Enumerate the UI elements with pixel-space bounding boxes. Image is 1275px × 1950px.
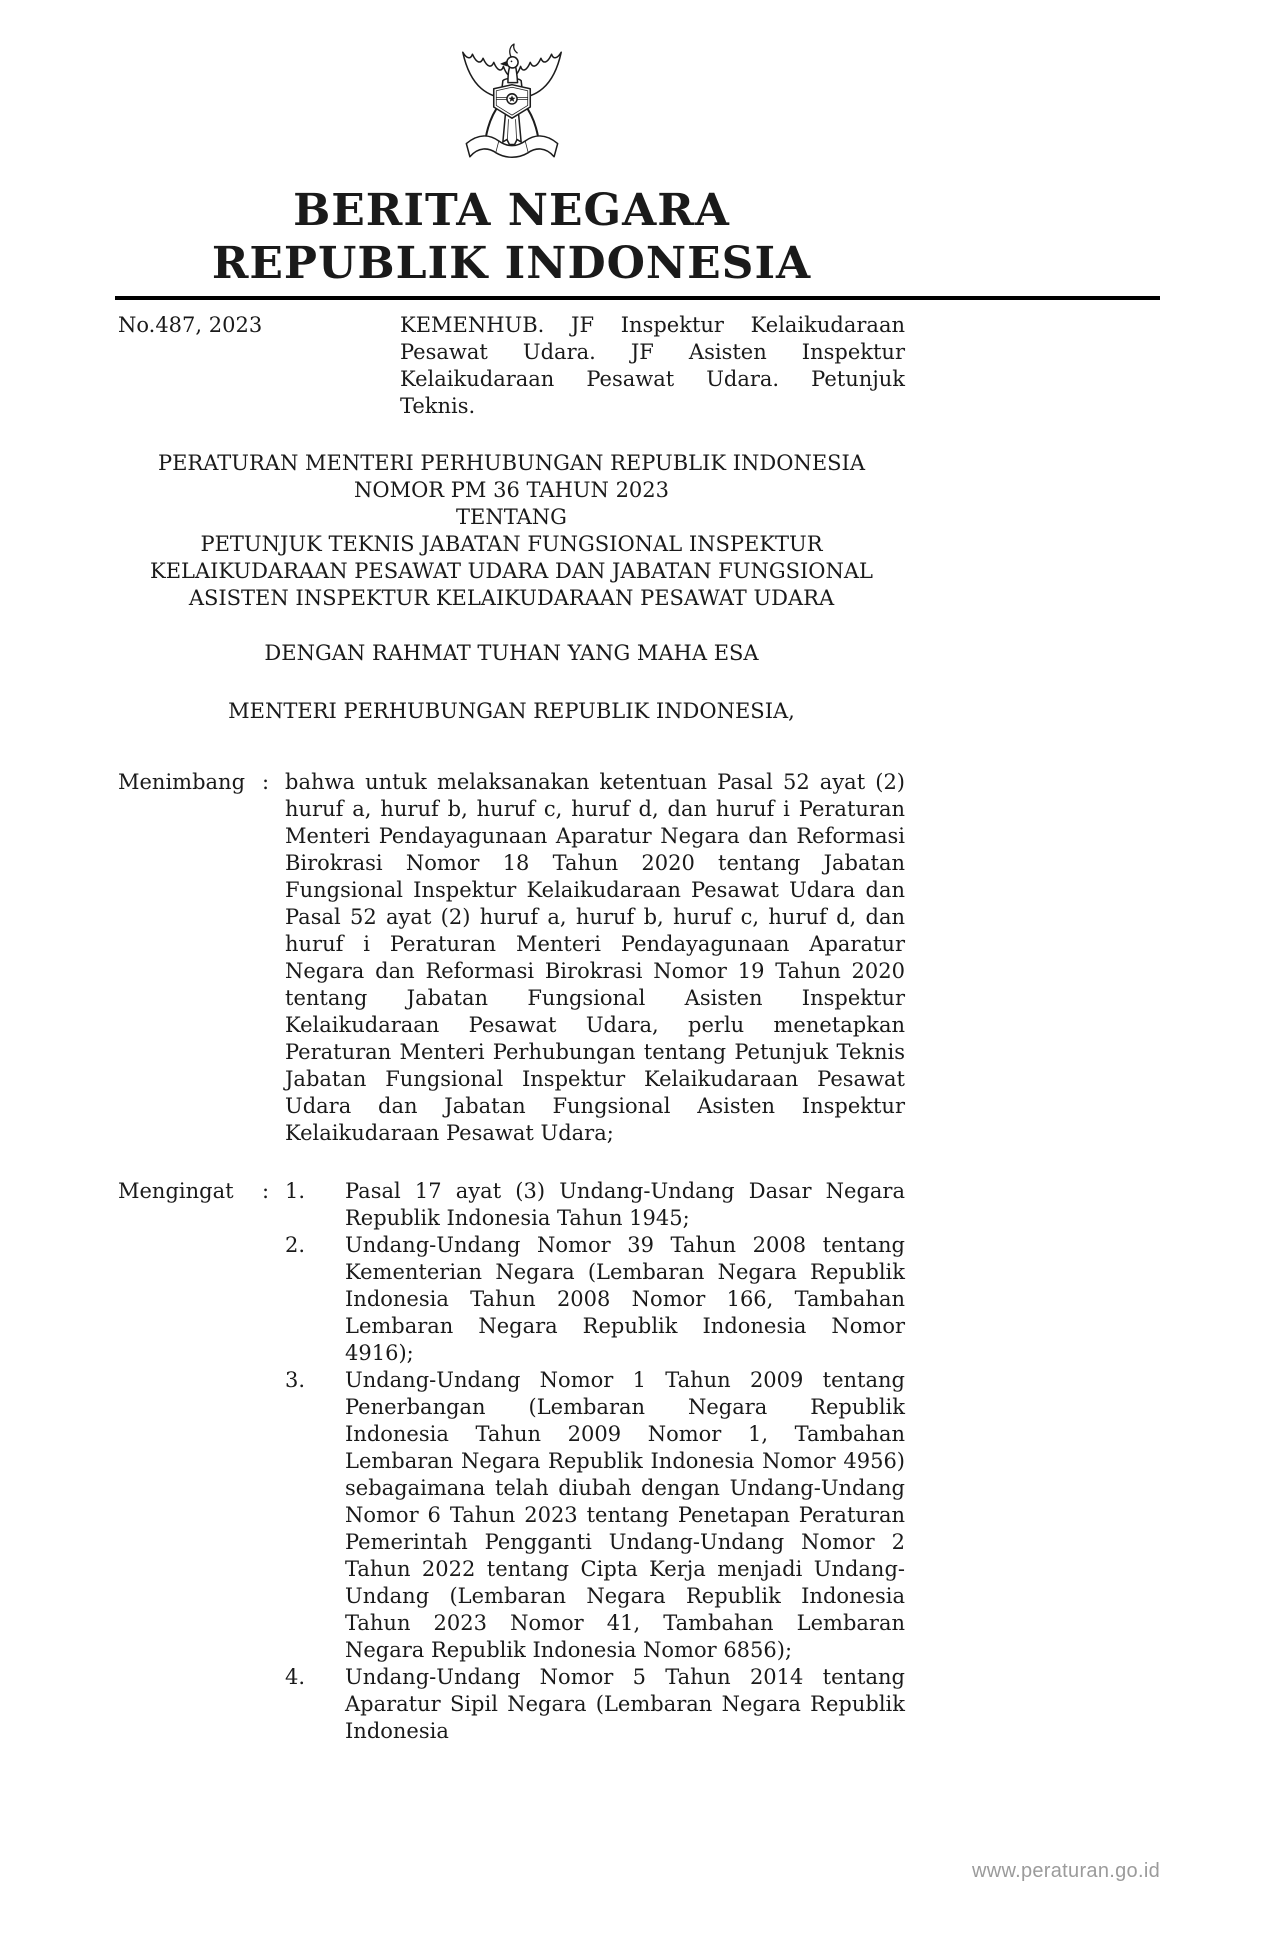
legal-basis-colon: : — [262, 1179, 270, 1203]
item-number: 4. — [285, 1665, 306, 1689]
legal-basis-item — [285, 1664, 905, 1745]
invocation-line: DENGAN RAHMAT TUHAN YANG MAHA ESA — [264, 641, 759, 665]
legal-basis-item — [285, 1367, 905, 1664]
item-number: 2. — [285, 1233, 306, 1257]
regulation-subject: PETUNJUK TEKNIS JABATAN FUNGSIONAL INSPEKTUR KELAIKUDARAAN PESAWAT UDARA DAN JABATAN FUNGSIONAL ASISTEN INSPEKTUR KELAIKUDARAAN PESAWAT UDARA — [150, 532, 873, 610]
legal-basis-item — [285, 1178, 905, 1232]
legal-basis-item — [285, 1232, 905, 1367]
legal-basis-clause — [118, 1178, 905, 1745]
tentang-label: TENTANG — [456, 505, 567, 529]
decree-heading-line: PERATURAN MENTERI PERHUBUNGAN REPUBLIK INDONESIA — [157, 451, 866, 475]
garuda-pancasila-emblem — [118, 0, 905, 180]
regulation-number: NOMOR PM 36 TAHUN 2023 — [353, 478, 670, 502]
item-text: Undang-Undang Nomor 5 Tahun 2014 tentang Aparatur Sipil Negara (Lembaran Negara Republik Indonesia — [345, 1665, 905, 1743]
item-text: Pasal 17 ayat (3) Undang-Undang Dasar Negara Republik Indonesia Tahun 1945; — [345, 1179, 905, 1230]
issue-row — [118, 312, 905, 420]
issue-abstract: KEMENHUB. JF Inspektur Kelaikudaraan Pesawat Udara. JF Asisten Inspektur Kelaikudaraan Pesawat Udara. Petunjuk Teknis. — [400, 313, 905, 418]
decree-title — [118, 450, 905, 612]
item-number: 1. — [285, 1179, 306, 1203]
header-rule — [115, 296, 1160, 300]
garuda-pancasila-icon — [456, 38, 568, 175]
item-text: Undang-Undang Nomor 39 Tahun 2008 tentang Kementerian Negara (Lembaran Negara Republik Indonesia Tahun 2008 Nomor 166, Tambahan Lembaran Negara Republik Indonesia Nomor 4916); — [345, 1233, 905, 1365]
masthead-title — [118, 184, 905, 290]
considering-text: bahwa untuk melaksanakan ketentuan Pasal 52 ayat (2) huruf a, huruf b, huruf c, huruf d, dan huruf i Peraturan Menteri Pendayagunaan Aparatur Negara dan Reformasi Birokrasi Nomor 18 Tahun 2020 tentang Jabatan Fungsional Inspektur Kelaikudaraan Pesawat Udara dan Pasal 52 ayat (2) huruf a, huruf b, huruf c, huruf d, dan huruf i Peraturan Menteri Pendayagunaan Aparatur Negara dan Reformasi Birokrasi Nomor 19 Tahun 2020 tentang Jabatan Fungsional Asisten Inspektur Kelaikudaraan Pesawat Udara, perlu menetapkan Peraturan Menteri Perhubungan tentang Petunjuk Teknis Jabatan Fungsional Inspektur Kelaikudaraan Pesawat Udara dan Jabatan Fungsional Asisten Inspektur Kelaikudaraan Pesawat Udara; — [285, 770, 905, 1145]
issue-number: No.487, 2023 — [118, 313, 263, 337]
footer-source-url: www.peraturan.go.id — [971, 1860, 1160, 1882]
considering-colon: : — [262, 770, 270, 794]
item-number: 3. — [285, 1368, 306, 1392]
considering-label: Menimbang — [118, 770, 246, 794]
masthead-line2: REPUBLIK INDONESIA — [211, 238, 812, 289]
legal-basis-list — [285, 1178, 905, 1745]
item-text: Undang-Undang Nomor 1 Tahun 2009 tentang Penerbangan (Lembaran Negara Republik Indonesia Tahun 2009 Nomor 1, Tambahan Lembaran Negara Republik Indonesia Nomor 4956) sebagaimana telah diubah dengan Undang-Undang Nomor 6 Tahun 2023 tentang Penetapan Peraturan Pemerintah Pengganti Undang-Undang Nomor 2 Tahun 2022 tentang Cipta Kerja menjadi Undang-Undang (Lembaran Negara Republik Indonesia Tahun 2023 Nomor 41, Tambahan Lembaran Negara Republik Indonesia Nomor 6856); — [345, 1368, 905, 1662]
masthead-line1: BERITA NEGARA — [293, 185, 730, 236]
authority-line: MENTERI PERHUBUNGAN REPUBLIK INDONESIA, — [228, 699, 795, 723]
considering-clause — [118, 769, 905, 1147]
legal-basis-label: Mengingat — [118, 1179, 234, 1203]
